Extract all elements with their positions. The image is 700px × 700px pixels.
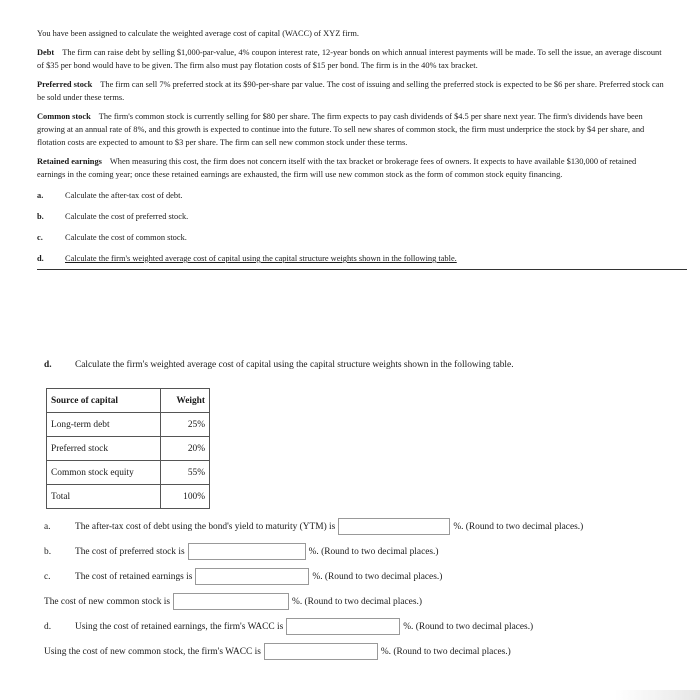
source-cell: Total — [47, 485, 161, 509]
answer-d2-row — [44, 643, 511, 660]
cost-of-retained-earnings-input[interactable] — [195, 568, 309, 585]
answer-letter: d. — [44, 621, 52, 632]
retained-label: Retained earnings — [37, 157, 102, 166]
part-d-letter: d. — [44, 360, 52, 370]
retained-section — [37, 155, 665, 181]
answer-a-suffix: %. (Round to two decimal places.) — [453, 521, 584, 532]
question-c — [37, 227, 665, 248]
capital-weights-table — [46, 388, 210, 509]
answer-b-row — [44, 543, 439, 560]
preferred-text: The firm can sell 7% preferred stock at its $90-per-share par value. The cost of issuing and selling the preferred stock is expected to be $6 per share. Preferred stock can be sold under these terms. — [37, 80, 664, 102]
answer-d-row — [44, 618, 533, 635]
answer-a-row — [44, 518, 583, 535]
common-section — [37, 110, 665, 149]
part-d-panel — [44, 360, 684, 502]
wacc-retained-earnings-input[interactable] — [286, 618, 400, 635]
common-label: Common stock — [37, 112, 91, 121]
answer-a-label: The after-tax cost of debt using the bond's yield to maturity (YTM) is — [75, 521, 336, 532]
answer-letter: c. — [44, 571, 51, 582]
corner-watermark — [615, 690, 700, 700]
problem-statement — [37, 0, 665, 270]
answer-letter: b. — [44, 546, 52, 557]
answer-d-label: Using the cost of retained earnings, the firm's WACC is — [75, 621, 284, 632]
answer-b-label: The cost of preferred stock is — [75, 546, 185, 557]
weight-cell: 25% — [161, 413, 210, 437]
debt-label: Debt — [37, 48, 55, 57]
table-header-row — [47, 389, 210, 413]
preferred-label: Preferred stock — [37, 80, 93, 89]
question-text: Calculate the after-tax cost of debt. — [65, 191, 183, 200]
weight-header: Weight — [161, 389, 210, 413]
answer-new-common-row — [44, 593, 422, 610]
answer-d2-label: Using the cost of new common stock, the firm's WACC is — [44, 646, 261, 657]
question-b — [37, 206, 665, 227]
answer-letter: a. — [44, 521, 51, 532]
weight-cell: 20% — [161, 437, 210, 461]
cost-of-new-common-stock-input[interactable] — [173, 593, 289, 610]
wacc-new-common-stock-input[interactable] — [264, 643, 378, 660]
source-cell: Common stock equity — [47, 461, 161, 485]
table-row — [47, 485, 210, 509]
table-row — [47, 461, 210, 485]
question-letter: a. — [37, 191, 44, 200]
debt-text: The firm can raise debt by selling $1,000-par-value, 4% coupon interest rate, 12-year bonds on which annual interest payments will be made. To sell the issue, an average discount of $35 per bond would have to be given. The firm also must pay flotation costs of $15 per bond. The firm is in the 40% tax bracket. — [37, 48, 662, 70]
question-text: Calculate the cost of common stock. — [65, 233, 187, 242]
part-d-text: Calculate the firm's weighted average cost of capital using the capital structure weights shown in the following table. — [75, 360, 514, 370]
question-list — [37, 185, 665, 270]
intro-text: You have been assigned to calculate the weighted average cost of capital (WACC) of XYZ firm. — [37, 29, 359, 38]
debt-section — [37, 46, 665, 72]
after-tax-cost-of-debt-input[interactable] — [338, 518, 450, 535]
preferred-section — [37, 78, 665, 104]
source-cell: Long-term debt — [47, 413, 161, 437]
cost-of-preferred-stock-input[interactable] — [188, 543, 306, 560]
question-letter: b. — [37, 212, 44, 221]
retained-text: When measuring this cost, the firm does not concern itself with the tax bracket or brokerage fees of owners. It expects to have available $130,000 of retained earnings in the coming year; once these retained earnings are exhausted, the firm will use new common stock as the form of common stock equity financing. — [37, 157, 637, 179]
question-d — [37, 248, 687, 270]
common-text: The firm's common stock is currently selling for $80 per share. The firm expects to pay cash dividends of $4.5 per share next year. The firm's dividends have been growing at an annual rate of 8%, and this growth is expected to continue into the future. To sell new shares of common stock, the firm must underprice the stock by $4 per share, and flotation costs are expected to amount to $3 per share. The firm can sell new common stock under these terms. — [37, 112, 645, 147]
answer-d-suffix: %. (Round to two decimal places.) — [403, 621, 534, 632]
source-cell: Preferred stock — [47, 437, 161, 461]
weight-cell: 55% — [161, 461, 210, 485]
part-d-heading — [44, 360, 684, 370]
question-text: Calculate the firm's weighted average cost of capital using the capital structure weights shown in the following table. — [65, 254, 457, 263]
table-row — [47, 413, 210, 437]
source-header: Source of capital — [47, 389, 161, 413]
answer-new-common-suffix: %. (Round to two decimal places.) — [292, 596, 422, 607]
answer-c-row — [44, 568, 442, 585]
answer-d2-suffix: %. (Round to two decimal places.) — [380, 646, 511, 657]
question-letter: d. — [37, 254, 44, 263]
answer-new-common-label: The cost of new common stock is — [44, 596, 171, 607]
table-row — [47, 437, 210, 461]
weight-cell: 100% — [161, 485, 210, 509]
answer-b-suffix: %. (Round to two decimal places.) — [308, 546, 439, 557]
answer-c-label: The cost of retained earnings is — [75, 571, 193, 582]
question-text: Calculate the cost of preferred stock. — [65, 212, 189, 221]
question-letter: c. — [37, 233, 43, 242]
answer-c-suffix: %. (Round to two decimal places.) — [312, 571, 443, 582]
question-a — [37, 185, 665, 206]
